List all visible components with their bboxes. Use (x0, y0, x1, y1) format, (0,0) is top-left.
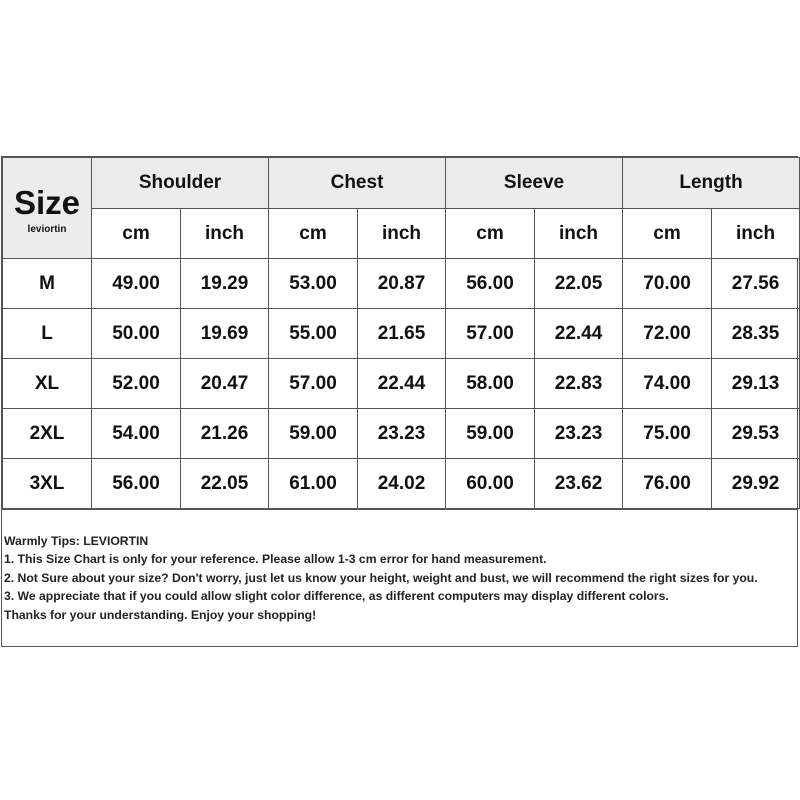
value-cell: 59.00 (269, 409, 358, 459)
tips-line: 1. This Size Chart is only for your reference. Please allow 1-3 cm error for hand measurement. (4, 552, 547, 567)
table-row (3, 359, 800, 409)
value-cell: 52.00 (92, 359, 181, 409)
header-row-groups (3, 158, 800, 209)
value-cell: 56.00 (446, 259, 535, 309)
value-cell: 20.87 (358, 259, 446, 309)
value-cell: 76.00 (623, 459, 712, 509)
size-cell: 2XL (3, 409, 92, 459)
value-cell: 24.02 (358, 459, 446, 509)
value-cell: 55.00 (269, 309, 358, 359)
unit-header-inch: inch (712, 209, 800, 259)
value-cell: 23.23 (358, 409, 446, 459)
size-header-cell (3, 158, 92, 259)
value-cell: 22.44 (358, 359, 446, 409)
value-cell: 75.00 (623, 409, 712, 459)
size-cell: 3XL (3, 459, 92, 509)
value-cell: 57.00 (269, 359, 358, 409)
value-cell: 23.23 (535, 409, 623, 459)
value-cell: 22.44 (535, 309, 623, 359)
value-cell: 50.00 (92, 309, 181, 359)
value-cell: 29.53 (712, 409, 800, 459)
value-cell: 22.05 (181, 459, 269, 509)
value-cell: 58.00 (446, 359, 535, 409)
value-cell: 22.83 (535, 359, 623, 409)
size-cell: M (3, 259, 92, 309)
value-cell: 56.00 (92, 459, 181, 509)
value-cell: 21.65 (358, 309, 446, 359)
value-cell: 23.62 (535, 459, 623, 509)
tips-closing: Thanks for your understanding. Enjoy your shopping! (4, 607, 317, 622)
unit-header-inch: inch (181, 209, 269, 259)
group-header-shoulder: Shoulder (92, 158, 269, 209)
value-cell: 29.13 (712, 359, 800, 409)
tips-title: Warmly Tips: LEVIORTIN (4, 534, 149, 548)
group-header-sleeve: Sleeve (446, 158, 623, 209)
value-cell: 53.00 (269, 259, 358, 309)
table-row (3, 409, 800, 459)
value-cell: 21.26 (181, 409, 269, 459)
brand-label: leviortin (27, 223, 67, 235)
size-cell: XL (3, 359, 92, 409)
size-chart (1, 156, 798, 647)
unit-header-cm: cm (446, 209, 535, 259)
value-cell: 54.00 (92, 409, 181, 459)
value-cell: 49.00 (92, 259, 181, 309)
value-cell: 22.05 (535, 259, 623, 309)
value-cell: 70.00 (623, 259, 712, 309)
table-row (3, 259, 800, 309)
tips-section (2, 509, 797, 646)
tips-line: 2. Not Sure about your size? Don't worry, just let us know your height, weight and bust, we will recommend the right sizes for you. (4, 570, 758, 585)
value-cell: 29.92 (712, 459, 800, 509)
header-row-units (3, 209, 800, 259)
group-header-length: Length (623, 158, 800, 209)
value-cell: 28.35 (712, 309, 800, 359)
unit-header-cm: cm (623, 209, 712, 259)
unit-header-inch: inch (535, 209, 623, 259)
value-cell: 60.00 (446, 459, 535, 509)
value-cell: 61.00 (269, 459, 358, 509)
unit-header-cm: cm (92, 209, 181, 259)
unit-header-cm: cm (269, 209, 358, 259)
value-cell: 57.00 (446, 309, 535, 359)
value-cell: 72.00 (623, 309, 712, 359)
table-row (3, 309, 800, 359)
tips-line: 3. We appreciate that if you could allow slight color difference, as different computers may display different colors. (4, 589, 669, 604)
unit-header-inch: inch (358, 209, 446, 259)
table-row (3, 459, 800, 509)
value-cell: 20.47 (181, 359, 269, 409)
size-label: Size (13, 183, 81, 221)
value-cell: 19.69 (181, 309, 269, 359)
value-cell: 74.00 (623, 359, 712, 409)
size-table (2, 157, 800, 509)
value-cell: 27.56 (712, 259, 800, 309)
group-header-chest: Chest (269, 158, 446, 209)
value-cell: 59.00 (446, 409, 535, 459)
size-cell: L (3, 309, 92, 359)
value-cell: 19.29 (181, 259, 269, 309)
